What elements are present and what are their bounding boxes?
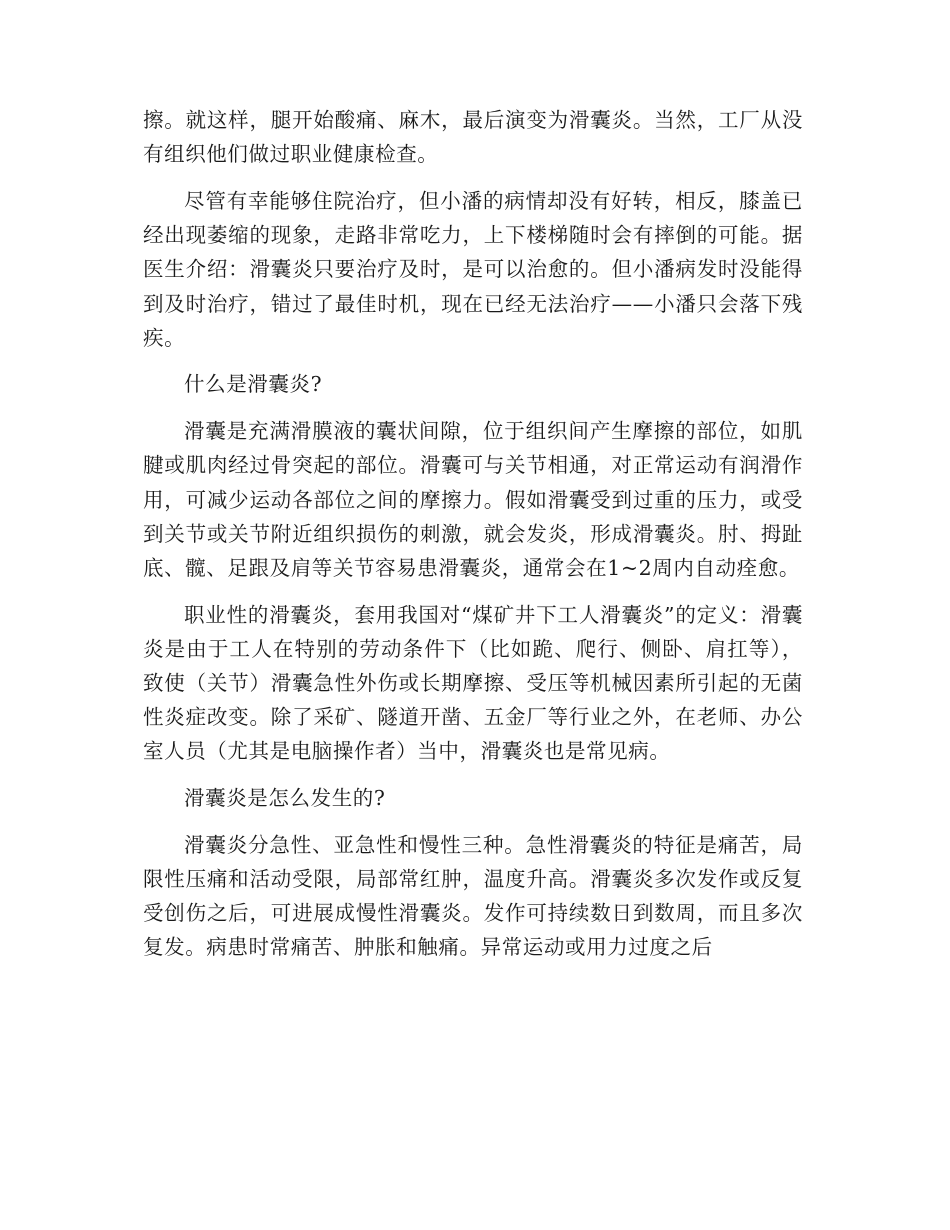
document-body xyxy=(143,103,803,977)
section-heading: 什么是滑囊炎? xyxy=(184,372,323,397)
paragraph: 滑囊是充满滑膜液的囊状间隙，位于组织间产生摩擦的部位，如肌腱或肌肉经过骨突起的部位。滑囊可与关节相通，对正常运动有润滑作用，可减少运动各部位之间的摩擦力。假如滑囊受到过重的压力，或受到关节或关节附近组织损伤的刺激，就会发炎，形成滑囊炎。肘、拇趾底、髋、足跟及肩等关节容易患滑囊炎，通常会在1~2周内自动痊愈。 xyxy=(143,419,803,580)
paragraph: 尽管有幸能够住院治疗，但小潘的病情却没有好转，相反，膝盖已经出现萎缩的现象，走路非常吃力，上下楼梯随时会有摔倒的可能。据医生介绍：滑囊炎只要治疗及时，是可以治愈的。但小潘病发时没能得到及时治疗，错过了最佳时机，现在已经无法治疗——小潘只会落下残疾。 xyxy=(143,188,803,350)
paragraph: 职业性的滑囊炎，套用我国对“煤矿井下工人滑囊炎”的定义：滑囊炎是由于工人在特别的劳动条件下（比如跪、爬行、侧卧、肩扛等），致使（关节）滑囊急性外伤或长期摩擦、受压等机械因素所引起的无菌性炎症改变。除了采矿、隧道开凿、五金厂等行业之外，在老师、办公室人员（尤其是电脑操作者）当中，滑囊炎也是常见病。 xyxy=(143,602,803,764)
paragraph-continuation: 擦。就这样，腿开始酸痛、麻木，最后演变为滑囊炎。当然，工厂从没有组织他们做过职业健康检查。 xyxy=(143,108,803,167)
section-heading: 滑囊炎是怎么发生的? xyxy=(184,786,386,811)
paragraph: 滑囊炎分急性、亚急性和慢性三种。急性滑囊炎的特征是痛苦，局限性压痛和活动受限，局部常红肿，温度升高。滑囊炎多次发作或反复受创伤之后，可进展成慢性滑囊炎。发作可持续数日到数周，而且多次复发。病患时常痛苦、肿胀和触痛。异常运动或用力过度之后 xyxy=(143,832,803,960)
